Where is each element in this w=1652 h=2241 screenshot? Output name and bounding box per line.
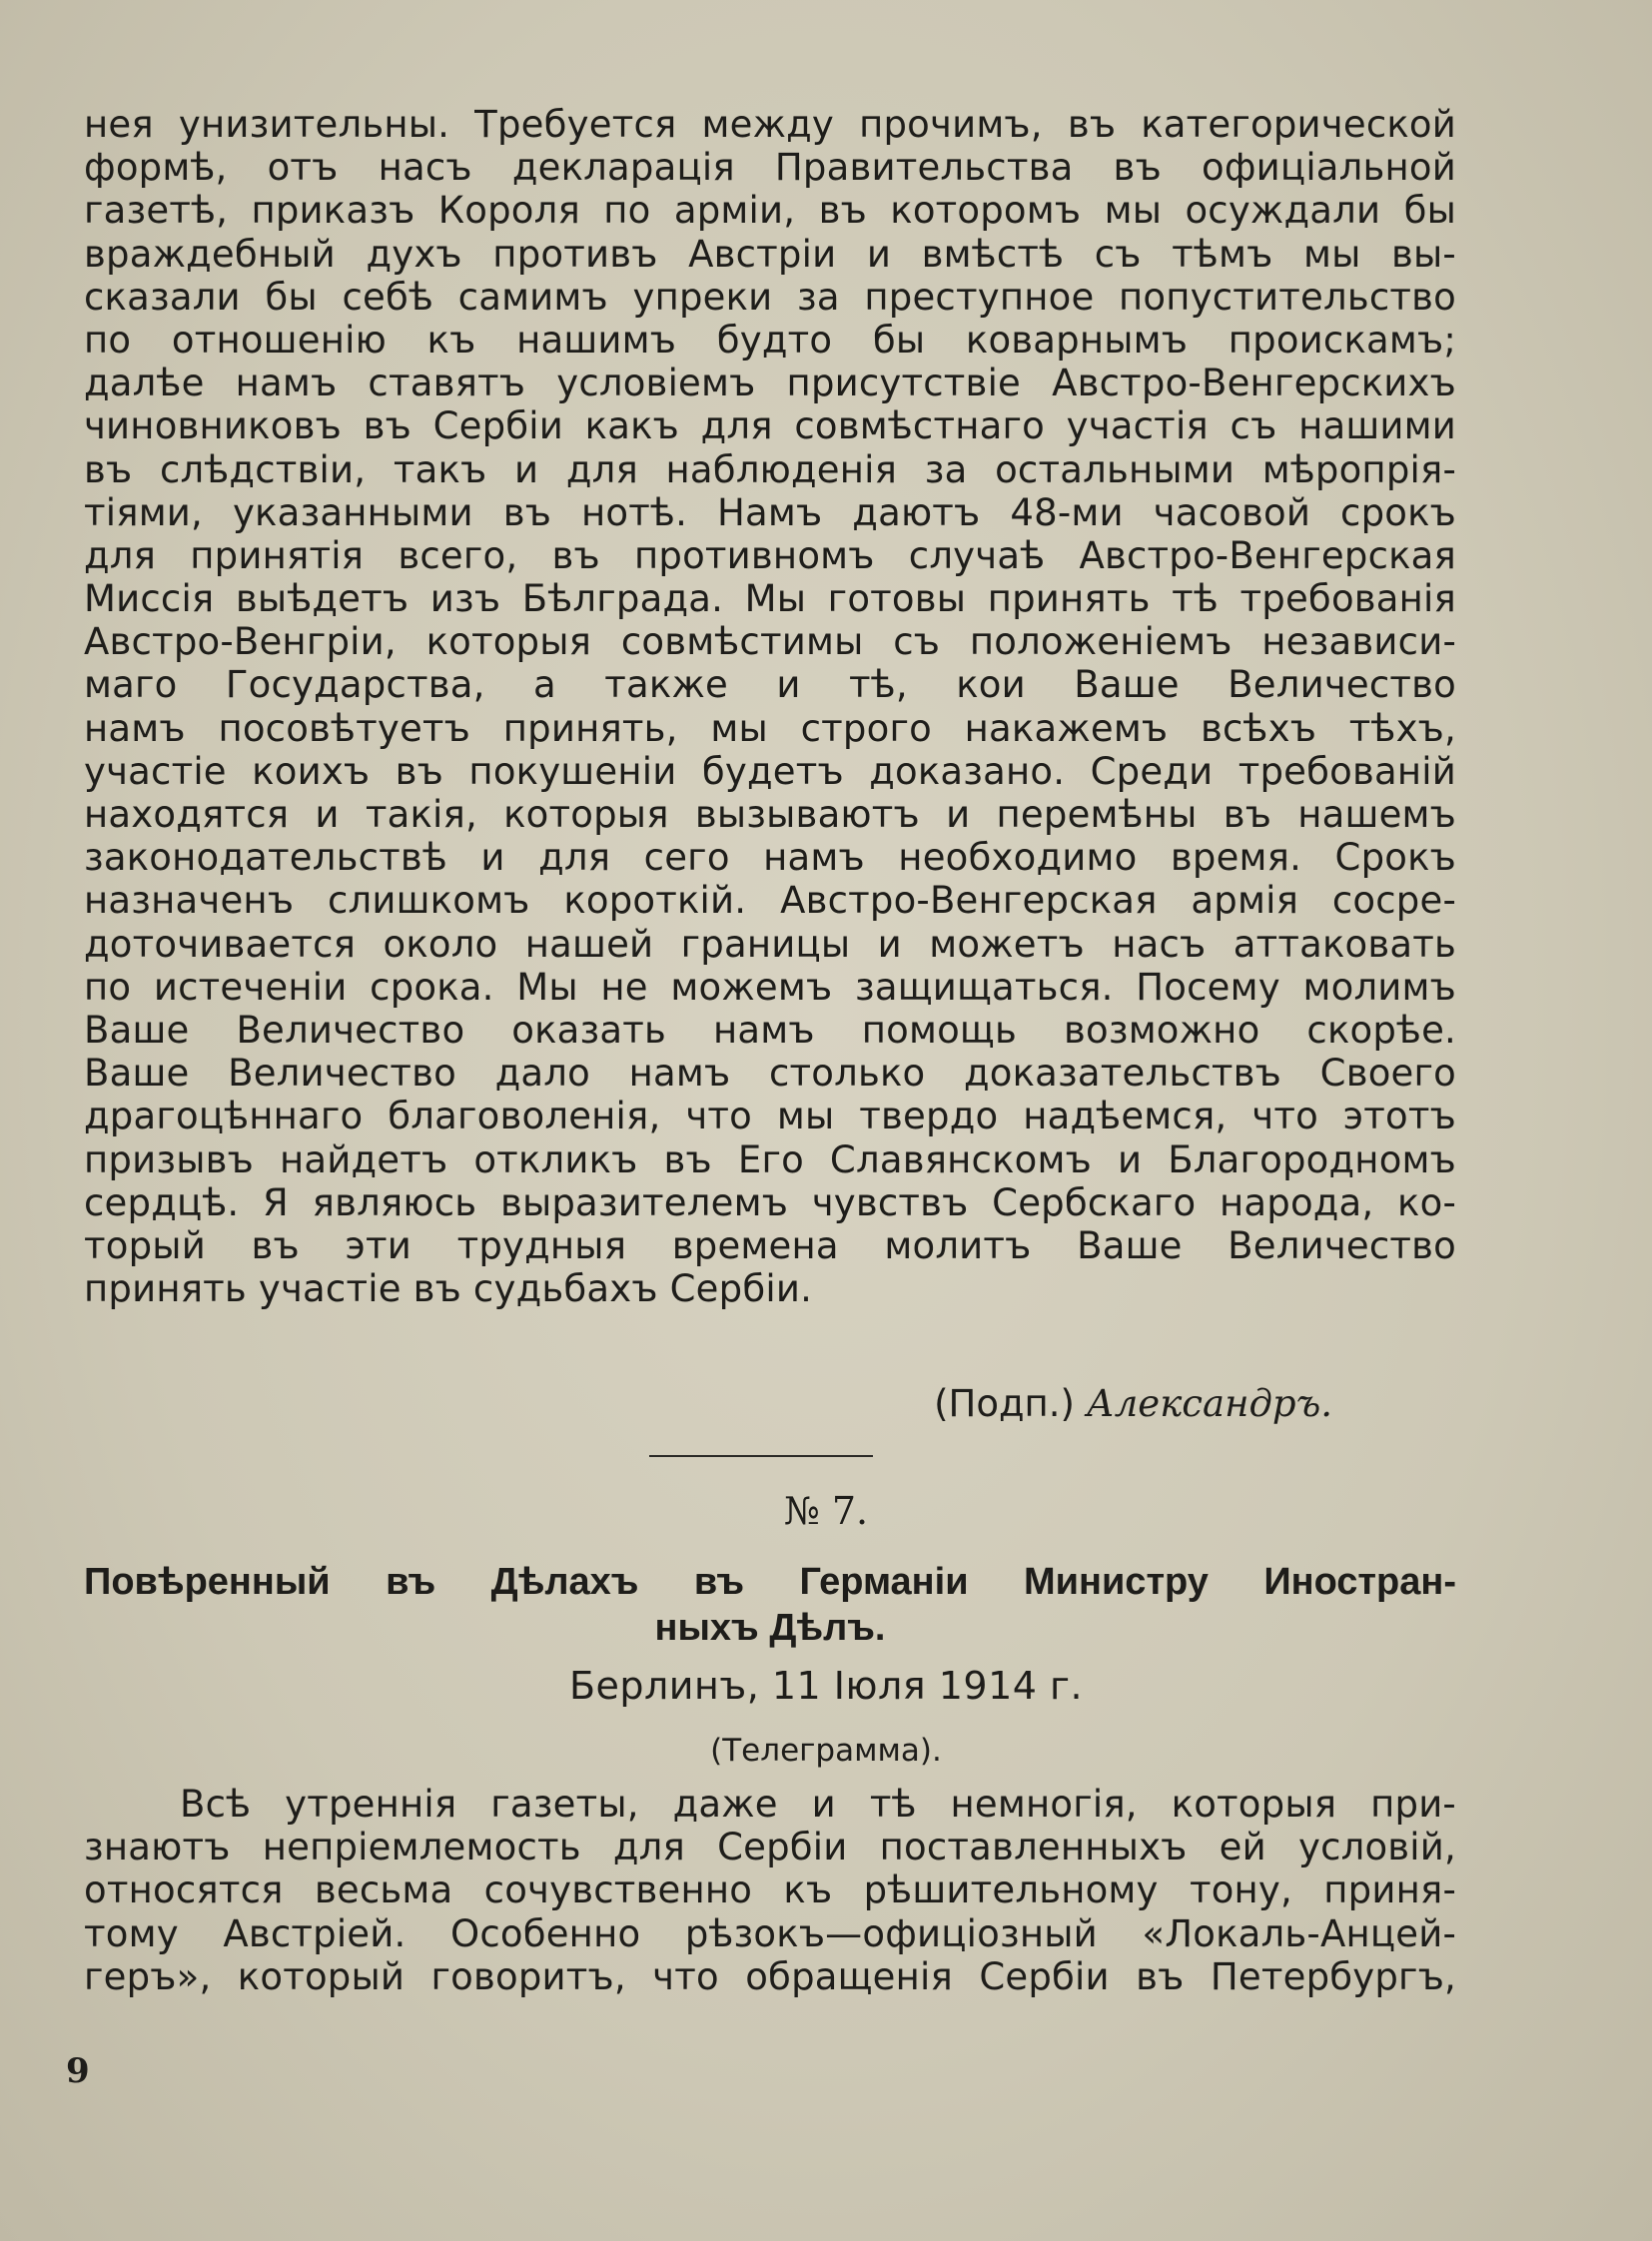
text-line: законодательствѣ и для сего намъ необходимо время. Срокъ: [84, 836, 1456, 880]
text-line: доточивается около нашей границы и можетъ насъ аттаковать: [84, 922, 1456, 966]
signature: [84, 1382, 1332, 1425]
text-line: для принятія всего, въ противномъ случаѣ Австро-Венгерская: [84, 533, 1456, 577]
text-line: тому Австріей. Особенно рѣзокъ—офиціозный «Локаль-Анцей-: [84, 1911, 1456, 1955]
text-line: знаютъ непріемлемость для Сербіи поставленныхъ ей условій,: [84, 1826, 1456, 1869]
heading-line: ныхъ Дѣлъ.: [654, 1607, 886, 1649]
document-number: № 7.: [783, 1489, 869, 1533]
section-divider: [649, 1455, 873, 1457]
text-line: Всѣ утреннія газеты, даже и тѣ немногія, которыя при-: [180, 1783, 1456, 1826]
text-line: находятся и такія, которыя вызываютъ и перемѣны въ нашемъ: [84, 793, 1456, 836]
document-heading: [84, 1559, 1456, 1651]
signature-name: Александръ.: [1086, 1382, 1332, 1425]
heading-line: Повѣренный въ Дѣлахъ въ Германіи Министру Иностран-: [84, 1561, 1456, 1603]
text-line: въ слѣдствіи, такъ и для наблюденія за остальными мѣропрія-: [84, 447, 1456, 491]
text-line: Ваше Величество дало намъ столько доказательствъ Своего: [84, 1052, 1456, 1096]
text-line: Австро-Венгріи, которыя совмѣстимы съ положеніемъ независи-: [84, 620, 1456, 664]
place-date: Берлинъ, 11 Іюля 1914 г.: [568, 1664, 1084, 1708]
text-line: враждебный духъ противъ Австріи и вмѣстѣ съ тѣмъ мы вы-: [84, 232, 1456, 276]
text-line: относятся весьма сочувственно къ рѣшительному тону, приня-: [84, 1868, 1456, 1912]
document-type: (Телеграмма).: [710, 1733, 942, 1769]
text-line: назначенъ слишкомъ короткій. Австро-Венгерская армія сосре-: [84, 879, 1456, 923]
telegram-body: [84, 1783, 1456, 1998]
page-number: 9: [66, 2051, 90, 2091]
text-line: формѣ, отъ насъ декларація Правительства въ офиціальной: [84, 146, 1456, 190]
text-line: торый въ эти трудныя времена молитъ Ваше Величество: [84, 1223, 1456, 1267]
text-line: драгоцѣннаго благоволенія, что мы твердо надѣемся, что этотъ: [84, 1095, 1456, 1138]
text-line: по отношенію къ нашимъ будто бы коварнымъ проискамъ;: [84, 318, 1456, 362]
text-line: участіе коихъ въ покушеніи будетъ доказано. Среди требованій: [84, 749, 1456, 793]
text-line: газетѣ, приказъ Короля по арміи, въ которомъ мы осуждали бы: [84, 189, 1456, 233]
text-line: принять участіе въ судьбахъ Сербіи.: [84, 1267, 813, 1311]
text-line: нея унизительны. Требуется между прочимъ, въ категорической: [84, 103, 1456, 146]
text-line: сказали бы себѣ самимъ упреки за преступное попустительство: [84, 275, 1456, 319]
text-line: Ваше Величество оказать намъ помощь возможно скорѣе.: [84, 1008, 1456, 1052]
text-line: чиновниковъ въ Сербіи какъ для совмѣстнаго участія съ нашими: [84, 404, 1456, 448]
text-line: геръ», который говоритъ, что обращенія Сербіи въ Петербургъ,: [84, 1954, 1456, 1998]
text-line: по истеченіи срока. Мы не можемъ защищаться. Посему молимъ: [84, 965, 1456, 1009]
text-line: призывъ найдетъ откликъ въ Его Славянскомъ и Благородномъ: [84, 1137, 1456, 1181]
text-line: маго Государства, а также и тѣ, кои Ваше Величество: [84, 663, 1456, 707]
text-line: Миссія выѣдетъ изъ Бѣлграда. Мы готовы принять тѣ требованія: [84, 577, 1456, 621]
signature-prefix: (Подп.): [934, 1382, 1075, 1425]
text-line: сердцѣ. Я являюсь выразителемъ чувствъ Сербскаго народа, ко-: [84, 1180, 1456, 1224]
text-line: тіями, указанными въ нотѣ. Намъ даютъ 48-ми часовой срокъ: [84, 490, 1456, 534]
text-line: намъ посовѣтуетъ принять, мы строго накажемъ всѣхъ тѣхъ,: [84, 706, 1456, 750]
text-line: далѣе намъ ставятъ условіемъ присутствіе Австро-Венгерскихъ: [84, 362, 1456, 405]
letter-body: [84, 103, 1456, 1310]
